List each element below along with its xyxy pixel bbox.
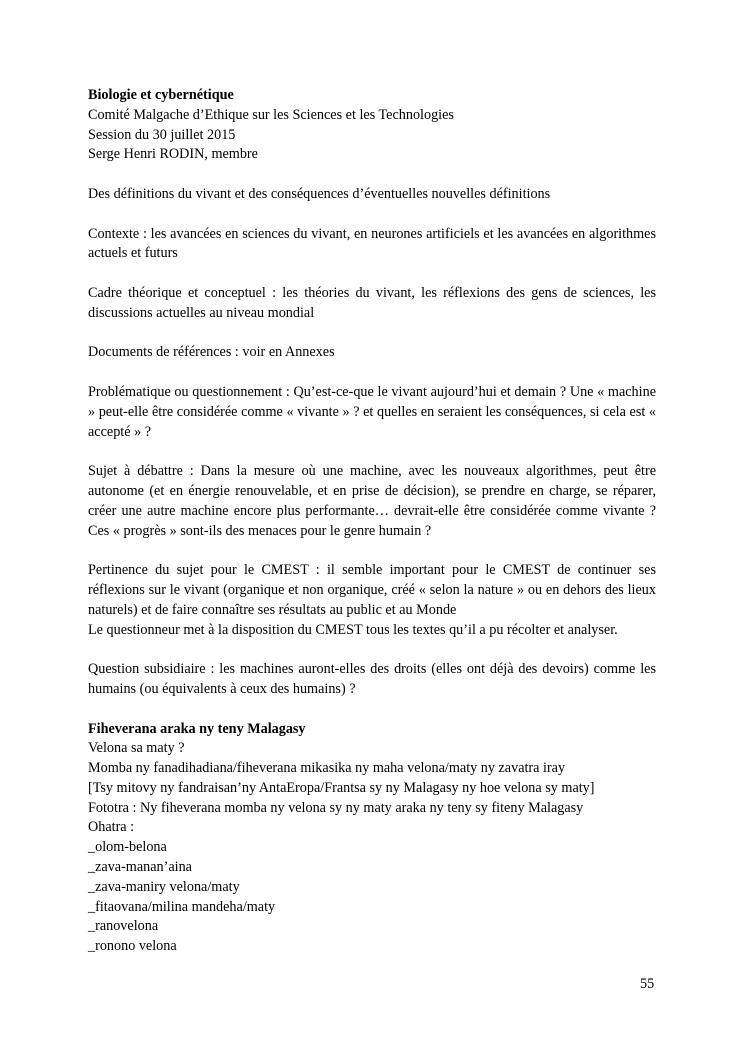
document-title: Biologie et cybernétique xyxy=(88,87,234,103)
spacer xyxy=(88,165,656,185)
malagasy-line: Ohatra : xyxy=(88,819,135,836)
spacer xyxy=(88,541,656,561)
malagasy-list-item: _fitaovana/milina mandeha/maty xyxy=(88,898,276,915)
malagasy-heading: Fiheverana araka ny teny Malagasy xyxy=(88,720,306,737)
malagasy-line: Velona sa maty ? xyxy=(88,740,185,757)
spacer xyxy=(88,442,656,462)
malagasy-list-item: _ronono velona xyxy=(88,938,177,955)
malagasy-line: Momba ny fanadihadiana/fiheverana mikasika ny maha velona/maty ny zavatra iray xyxy=(88,760,566,777)
paragraph-documents: Documents de références : voir en Annexes xyxy=(88,344,335,361)
malagasy-list-item: _zava-manan’aina xyxy=(88,859,192,876)
malagasy-list-item: _zava-maniry velona/maty xyxy=(88,878,240,895)
malagasy-line: Fototra : Ny fiheverana momba ny velona sy ny maty araka ny teny sy fiteny Malagasy xyxy=(88,799,584,816)
session-date: Session du 30 juillet 2015 xyxy=(88,126,236,143)
paragraph-pertinence: Pertinence du sujet pour le CMEST : il semble important pour le CMEST de continuer ses réflexions sur le vivant (organique et non organique, créé « selon la nature » ou en dehors des lieux naturels) et de faire connaître ses résultats au public et au Monde xyxy=(88,562,656,618)
paragraph-sujet: Sujet à débattre : Dans la mesure où une machine, avec les nouveaux algorithmes, peut être autonome (et en énergie renouvelable, et en prise de décision), se prendre en charge, se réparer, créer une autre machine encore plus performante… devrait-elle être considérée comme vivante ? Ces « progrès » sont-ils des menaces pour le genre humain ? xyxy=(88,463,656,539)
malagasy-line: [Tsy mitovy ny fandraisan’ny AntaEropa/Frantsa sy ny Malagasy ny hoe velona sy maty] xyxy=(88,779,595,796)
paragraph-cadre: Cadre théorique et conceptuel : les théories du vivant, les réflexions des gens de sciences, les discussions actuelles au niveau mondial xyxy=(88,284,656,321)
spacer xyxy=(88,363,656,383)
committee-name: Comité Malgache d’Ethique sur les Sciences et les Technologies xyxy=(88,106,454,123)
spacer xyxy=(88,640,656,660)
malagasy-list-item: _ranovelona xyxy=(88,918,159,935)
spacer xyxy=(88,324,656,344)
author-line: Serge Henri RODIN, membre xyxy=(88,146,258,163)
paragraph-contexte: Contexte : les avancées en sciences du vivant, en neurones artificiels et les avancées en algorithmes actuels et futurs xyxy=(88,225,656,262)
spacer xyxy=(88,264,656,284)
paragraph-problematique: Problématique ou questionnement : Qu’est-ce-que le vivant aujourd’hui et demain ? Une « machine » peut-elle être considérée comme « vivante » ? et quelles en seraient les conséquences, si cela est « accepté » ? xyxy=(88,383,656,440)
subject-line: Des définitions du vivant et des conséquences d’éventuelles nouvelles définitions xyxy=(88,185,551,202)
spacer xyxy=(88,700,656,720)
malagasy-list-item: _olom-belona xyxy=(88,839,167,856)
document-page xyxy=(88,86,656,957)
spacer xyxy=(88,205,656,225)
page-number: 55 xyxy=(640,976,655,992)
paragraph-subsidiaire: Question subsidiaire : les machines auront-elles des droits (elles ont déjà des devoirs) comme les humains (ou équivalents à ceux des humains) ? xyxy=(88,661,656,697)
paragraph-questionneur: Le questionneur met à la disposition du CMEST tous les textes qu’il a pu récolter et analyser. xyxy=(88,621,618,638)
